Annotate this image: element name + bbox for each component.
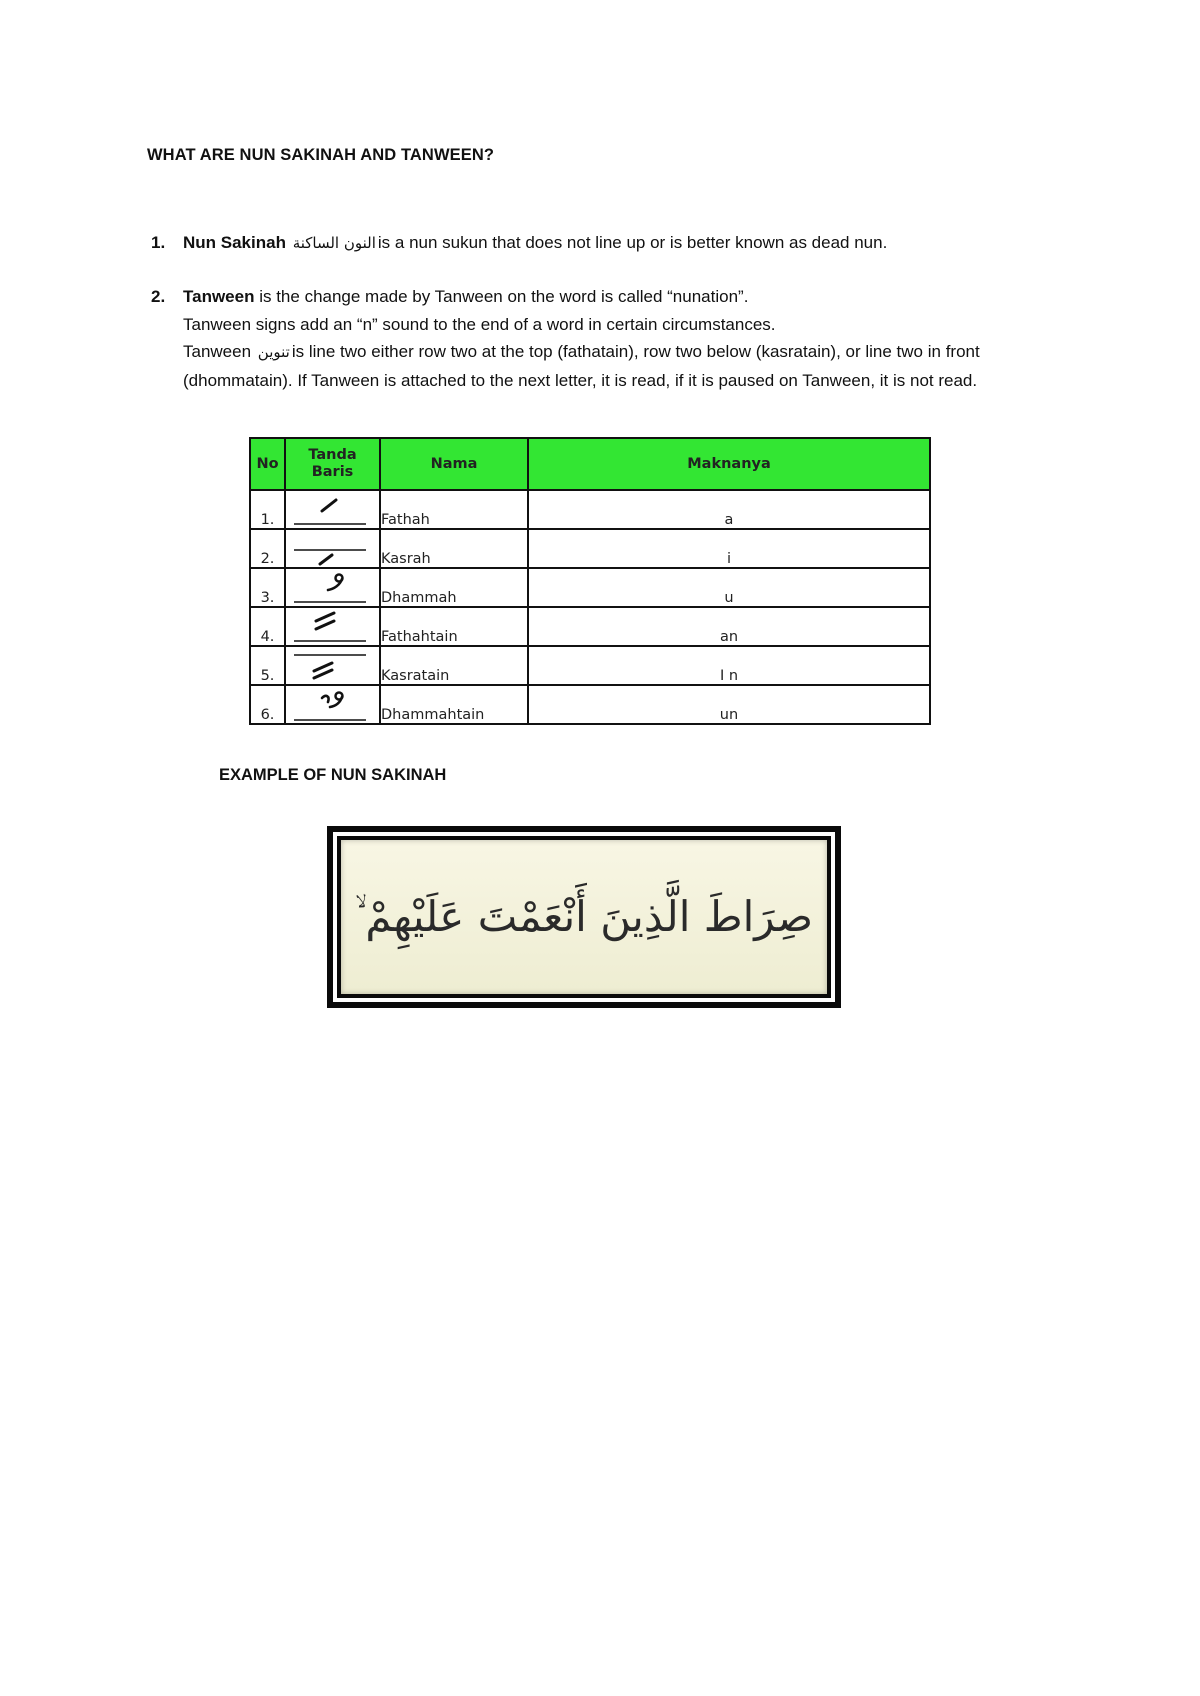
header-maknanya: Maknanya	[528, 438, 930, 490]
list-number: 2.	[151, 287, 166, 306]
tanween-line-3	[183, 338, 1083, 394]
term-tanween: Tanween	[183, 287, 255, 306]
table-header-row	[250, 438, 930, 490]
table-row	[250, 646, 930, 685]
row-no: 6.	[250, 685, 285, 724]
tanween-line-1	[183, 283, 1083, 311]
term-nun-sakinah: Nun Sakinah	[183, 233, 286, 252]
table-row	[250, 568, 930, 607]
tanween-text-1: is the change made by Tanween on the word is called “nunation”.	[254, 287, 749, 306]
header-nama: Nama	[380, 438, 528, 490]
tanween-text-3: is line two either row two at the top (fathatain), row two below (kasratain), or line two in front (dhommatain). If Tanween is attached to the next letter, it is read, if it is paused on Tanween, it is not read.	[183, 342, 980, 390]
definition-nun-sakinah: is a nun sukun that does not line up or is better known as dead nun.	[377, 233, 888, 252]
kasrah-mark-icon	[285, 529, 380, 568]
table-row	[250, 529, 930, 568]
harakat-table-image	[249, 437, 931, 735]
example-image-frame	[327, 826, 841, 1008]
row-maknanya: u	[528, 568, 930, 607]
list-item-tanween	[151, 283, 1083, 394]
dhammah-mark-icon	[285, 568, 380, 607]
harakat-table	[249, 437, 931, 725]
list-number: 1.	[151, 233, 166, 252]
row-maknanya: an	[528, 607, 930, 646]
table-row	[250, 685, 930, 724]
row-nama: Kasrah	[380, 529, 528, 568]
fathahtain-mark-icon	[285, 607, 380, 646]
header-baris: Baris	[311, 464, 354, 480]
header-no: No	[250, 438, 285, 490]
header-tanda: Tanda	[308, 447, 357, 463]
row-no: 4.	[250, 607, 285, 646]
example-image	[337, 836, 831, 998]
row-no: 3.	[250, 568, 285, 607]
tanween-line-2: Tanween signs add an “n” sound to the end of a word in certain circumstances.	[183, 314, 776, 334]
table-row	[250, 490, 930, 529]
dhammahtain-mark-icon	[285, 685, 380, 724]
arabic-tanween: تنوين	[257, 343, 290, 361]
header-tanda-baris	[285, 438, 380, 490]
row-maknanya: I n	[528, 646, 930, 685]
tanween-prefix: Tanween	[183, 342, 252, 361]
fathah-mark-icon	[285, 490, 380, 529]
row-maknanya: un	[528, 685, 930, 724]
list-item-nun-sakinah	[151, 229, 1083, 258]
example-heading: EXAMPLE OF NUN SAKINAH	[219, 766, 447, 784]
row-no: 5.	[250, 646, 285, 685]
quran-verse-text: صِرَاطَ الَّذِينَ أَنْعَمْتَ عَلَيْهِمْ ۙ	[354, 892, 814, 941]
row-maknanya: a	[528, 490, 930, 529]
row-nama: Kasratain	[380, 646, 528, 685]
row-nama: Fathah	[380, 490, 528, 529]
row-no: 2.	[250, 529, 285, 568]
row-nama: Fathahtain	[380, 607, 528, 646]
arabic-nun-sakinah: النون الساكنة	[292, 234, 376, 252]
table-row	[250, 607, 930, 646]
page-heading: WHAT ARE NUN SAKINAH AND TANWEEN?	[147, 146, 495, 164]
row-maknanya: i	[528, 529, 930, 568]
row-nama: Dhammah	[380, 568, 528, 607]
row-no: 1.	[250, 490, 285, 529]
kasratain-mark-icon	[285, 646, 380, 685]
row-nama: Dhammahtain	[380, 685, 528, 724]
